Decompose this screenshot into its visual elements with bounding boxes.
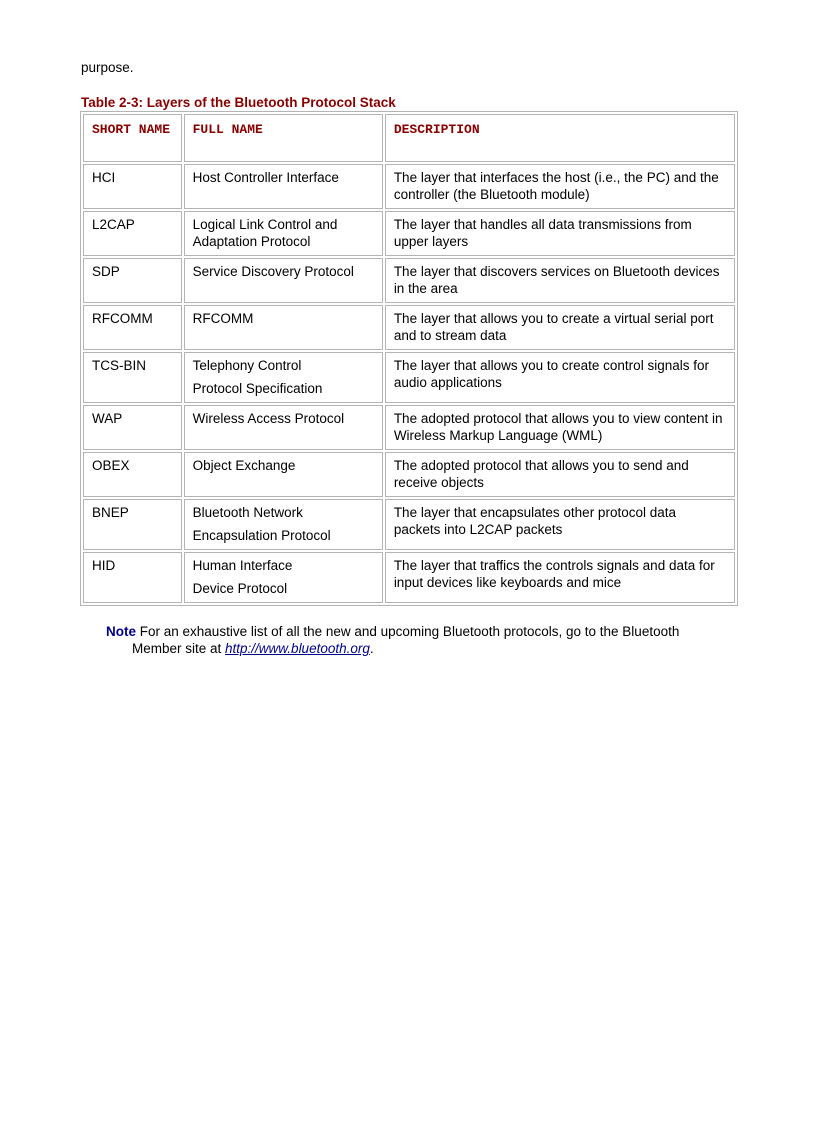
layers-table-wrapper bbox=[80, 111, 738, 606]
cell-short-name: HCI bbox=[83, 164, 182, 209]
cell-short-name: OBEX bbox=[83, 452, 182, 497]
table-header-row bbox=[83, 114, 735, 162]
cell-short-name: TCS-BIN bbox=[83, 352, 182, 403]
cell-description: The layer that interfaces the host (i.e., the PC) and the controller (the Bluetooth module) bbox=[385, 164, 735, 209]
cell-short-name: RFCOMM bbox=[83, 305, 182, 350]
cell-full-name bbox=[184, 552, 383, 603]
cell-full-name bbox=[184, 211, 383, 256]
cell-full-name bbox=[184, 452, 383, 497]
cell-short-name: BNEP bbox=[83, 499, 182, 550]
table-row bbox=[83, 499, 735, 550]
full-name-line: Object Exchange bbox=[192, 458, 296, 473]
cell-full-name bbox=[184, 405, 383, 450]
layers-table bbox=[80, 111, 738, 606]
full-name-line: Service Discovery Protocol bbox=[192, 264, 354, 279]
header-description: DESCRIPTION bbox=[385, 114, 735, 162]
full-name-line: Bluetooth Network bbox=[192, 505, 303, 520]
table-row bbox=[83, 258, 735, 303]
note-text-cont: Member site at bbox=[132, 641, 226, 656]
full-name-line: Logical Link Control and Adaptation Protocol bbox=[192, 217, 338, 249]
cell-short-name: HID bbox=[83, 552, 182, 603]
full-name-line: Wireless Access Protocol bbox=[192, 411, 345, 426]
cell-short-name: SDP bbox=[83, 258, 182, 303]
table-caption: Table 2-3: Layers of the Bluetooth Protocol Stack bbox=[81, 95, 396, 110]
full-name-line: RFCOMM bbox=[192, 311, 254, 326]
table-row bbox=[83, 452, 735, 497]
note-continuation bbox=[106, 640, 716, 657]
cell-full-name bbox=[184, 499, 383, 550]
table-row bbox=[83, 211, 735, 256]
cell-full-name bbox=[184, 164, 383, 209]
table-body bbox=[83, 164, 735, 603]
cell-description: The layer that allows you to create a virtual serial port and to stream data bbox=[385, 305, 735, 350]
full-name-line: Host Controller Interface bbox=[192, 170, 339, 185]
cell-description: The layer that handles all data transmissions from upper layers bbox=[385, 211, 735, 256]
full-name-line: Encapsulation Protocol bbox=[192, 528, 331, 543]
full-name-line: Human Interface bbox=[192, 558, 293, 573]
cell-short-name: WAP bbox=[83, 405, 182, 450]
header-short-name: SHORT NAME bbox=[83, 114, 182, 162]
note bbox=[106, 623, 716, 657]
cell-full-name bbox=[184, 258, 383, 303]
cell-description: The adopted protocol that allows you to view content in Wireless Markup Language (WML) bbox=[385, 405, 735, 450]
header-full-name: FULL NAME bbox=[184, 114, 383, 162]
cell-description: The layer that allows you to create control signals for audio applications bbox=[385, 352, 735, 403]
lead-text: purpose. bbox=[81, 60, 134, 75]
full-name-line: Telephony Control bbox=[192, 358, 302, 373]
table-row bbox=[83, 552, 735, 603]
table-row bbox=[83, 305, 735, 350]
bluetooth-link[interactable]: http://www.bluetooth.org bbox=[225, 641, 370, 656]
table-row bbox=[83, 405, 735, 450]
note-label: Note bbox=[106, 624, 136, 639]
cell-description: The adopted protocol that allows you to send and receive objects bbox=[385, 452, 735, 497]
cell-full-name bbox=[184, 305, 383, 350]
note-text-after: . bbox=[369, 641, 374, 656]
cell-description: The layer that encapsulates other protocol data packets into L2CAP packets bbox=[385, 499, 735, 550]
table-row bbox=[83, 164, 735, 209]
cell-full-name bbox=[184, 352, 383, 403]
cell-description: The layer that discovers services on Bluetooth devices in the area bbox=[385, 258, 735, 303]
cell-short-name: L2CAP bbox=[83, 211, 182, 256]
full-name-line: Protocol Specification bbox=[192, 381, 323, 396]
cell-description: The layer that traffics the controls signals and data for input devices like keyboards and mice bbox=[385, 552, 735, 603]
note-text: For an exhaustive list of all the new and upcoming Bluetooth protocols, go to the Bluetooth bbox=[139, 624, 680, 639]
table-row bbox=[83, 352, 735, 403]
full-name-line: Device Protocol bbox=[192, 581, 288, 596]
